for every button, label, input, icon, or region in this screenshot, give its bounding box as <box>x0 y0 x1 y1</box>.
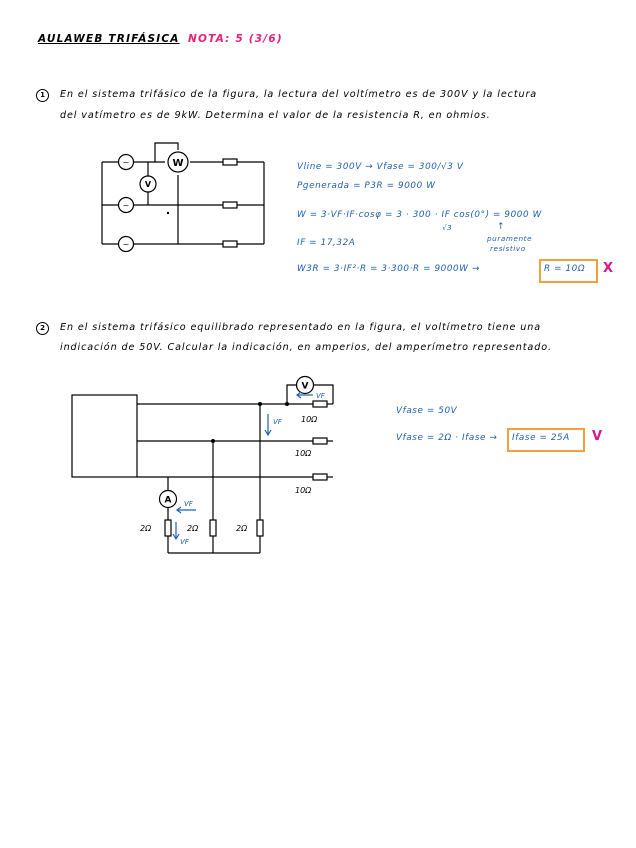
q1-solution-sqrt3: √3 <box>442 223 453 232</box>
q1-note-resistive-1: puramente <box>487 234 533 243</box>
source-symbol: ~ <box>122 201 130 210</box>
q1-solution-line5: W3R = 3·IF²·R = 3·300·R = 9000W → <box>297 264 480 274</box>
q1-solution-line2: Pgenerada = P3R = 9000 W <box>297 181 436 191</box>
q2-solution-line2: Vfase = 2Ω · Ifase → <box>396 433 498 443</box>
vf-label: VF <box>316 392 325 400</box>
voltmeter-label: V <box>301 381 309 392</box>
q1-solution-line1: Vline = 300V → Vfase = 300/√3 V <box>297 162 464 172</box>
line-resistor-label: 10Ω <box>295 449 312 458</box>
question-1-text-line2: del vatímetro es de 9kW. Determina el valor de la resistencia R, en ohmios. <box>60 110 491 121</box>
vf-label: VF <box>273 418 282 426</box>
load-resistor-label: 2Ω <box>187 524 199 533</box>
q1-note-resistive-2: resistivo <box>490 244 526 253</box>
q1-solution-line3: W = 3·VF·IF·cosφ = 3 · 300 · IF cos(0°) = 9000 W <box>297 210 542 220</box>
vf-label: VF <box>180 538 189 546</box>
question-2-text-line1: En el sistema trifásico equilibrado representado en la figura, el voltímetro tiene una <box>60 322 541 333</box>
source-symbol: ~ <box>122 158 130 167</box>
voltmeter-label: V <box>144 180 152 189</box>
q2-solution-line1: Vfase = 50V <box>396 406 458 416</box>
vf-label: VF <box>184 500 193 508</box>
question-2-number: 2 <box>36 322 49 335</box>
load-resistor-label: 2Ω <box>236 524 248 533</box>
question-2-text-line2: indicación de 50V. Calcular la indicación, en amperios, del amperímetro representado. <box>60 342 552 353</box>
correct-mark-icon: V <box>592 429 603 444</box>
line-resistor-label: 10Ω <box>301 415 318 424</box>
ammeter-label: A <box>164 495 172 506</box>
q1-answer: R = 10Ω <box>544 264 586 274</box>
q1-solution-line4: IF = 17,32A <box>297 238 356 248</box>
line-resistor-label: 10Ω <box>295 486 312 495</box>
source-symbol: ~ <box>122 240 130 249</box>
question-1-text-line1: En el sistema trifásico de la figura, la lectura del voltímetro es de 300V y la lectura <box>60 89 538 100</box>
q2-answer: Ifase = 25A <box>512 433 570 443</box>
wattmeter-label: W <box>172 158 184 169</box>
wrong-mark-icon: X <box>603 261 614 276</box>
arrow-up-icon: ↑ <box>497 222 506 232</box>
grade-label: NOTA: 5 (3/6) <box>188 33 283 45</box>
worksheet-title: AULAWEB TRIFÁSICA <box>38 33 180 45</box>
load-resistor-label: 2Ω <box>140 524 152 533</box>
question-1-number: 1 <box>36 89 49 102</box>
